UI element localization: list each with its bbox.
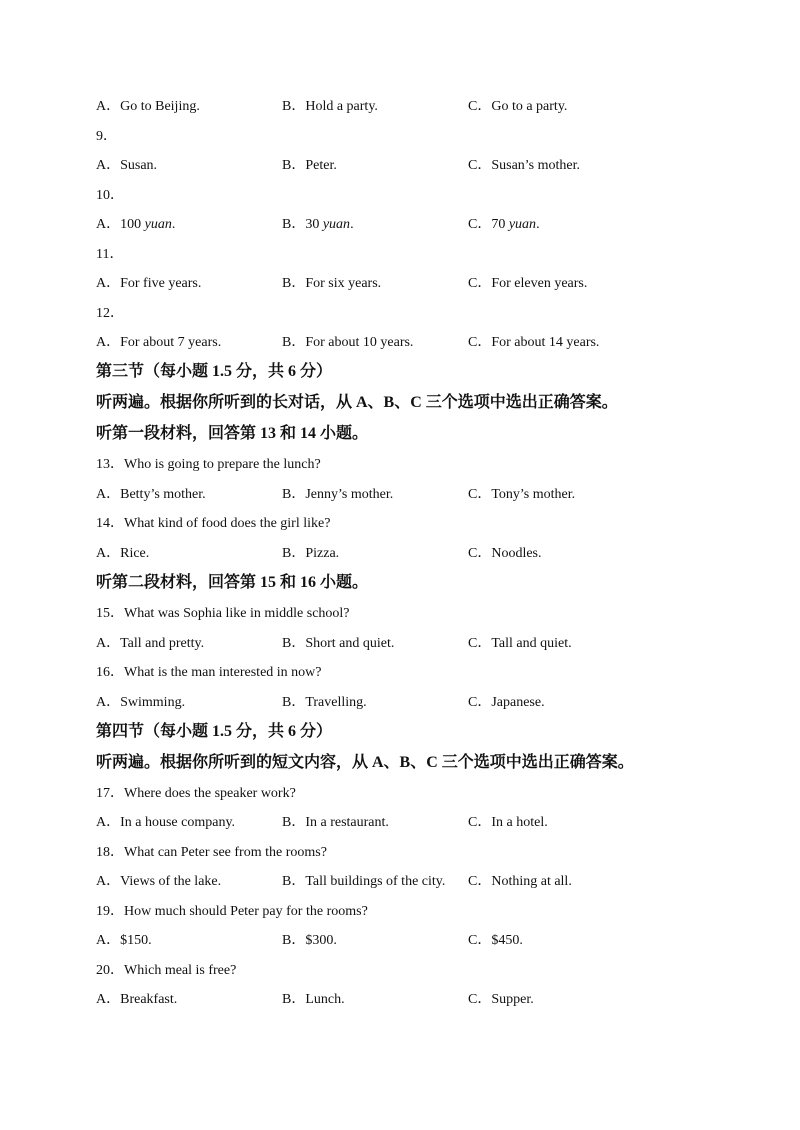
option-a: A．In a house company.	[96, 815, 236, 830]
option-b: B．In a restaurant.	[282, 815, 389, 830]
question-text: 19．How much should Peter pay for the rooms?	[96, 904, 368, 919]
option-a: A．Susan.	[96, 158, 158, 173]
option-a: A．Betty’s mother.	[96, 487, 206, 502]
option-b: B．Hold a party.	[282, 99, 378, 114]
option-a: A．For five years.	[96, 276, 202, 291]
option-b: B．Jenny’s mother.	[282, 487, 394, 502]
question-text: 16．What is the man interested in now?	[96, 665, 322, 680]
option-a: A．Rice.	[96, 546, 150, 561]
section-instruction: 听两遍。根据你所听到的长对话，从 A、B、C 三个选项中选出正确答案。	[96, 394, 618, 411]
option-a: A．Go to Beijing.	[96, 99, 200, 114]
option-c: C．Japanese.	[468, 695, 545, 710]
material-heading: 听第一段材料，回答第 13 和 14 小题。	[96, 425, 369, 442]
option-c: C．70 yuan.	[468, 217, 540, 232]
option-b: B．$300.	[282, 933, 337, 948]
option-a: A．Views of the lake.	[96, 874, 222, 889]
option-a: A．For about 7 years.	[96, 335, 222, 350]
option-c: C．Susan’s mother.	[468, 158, 581, 173]
option-b: B．Peter.	[282, 158, 337, 173]
question-number: 12．	[96, 306, 124, 321]
question-text: 18．What can Peter see from the rooms?	[96, 845, 327, 860]
option-b: B．For about 10 years.	[282, 335, 414, 350]
option-a: A．Tall and pretty.	[96, 636, 205, 651]
question-text: 15．What was Sophia like in middle school?	[96, 606, 350, 621]
section-instruction: 听两遍。根据你所听到的短文内容，从 A、B、C 三个选项中选出正确答案。	[96, 754, 634, 771]
option-a: A．Breakfast.	[96, 992, 178, 1007]
option-a: A．Swimming.	[96, 695, 186, 710]
option-a: A．$150.	[96, 933, 152, 948]
option-c: C．For eleven years.	[468, 276, 588, 291]
option-b: B．For six years.	[282, 276, 382, 291]
option-b: B．Travelling.	[282, 695, 367, 710]
option-c: C．Tall and quiet.	[468, 636, 572, 651]
section-heading: 第四节（每小题 1.5 分，共 6 分）	[96, 723, 333, 740]
question-number: 10．	[96, 188, 124, 203]
material-heading: 听第二段材料，回答第 15 和 16 小题。	[96, 574, 369, 591]
question-number: 11．	[96, 247, 124, 262]
option-c: C．Go to a party.	[468, 99, 568, 114]
option-c: C．Tony’s mother.	[468, 487, 576, 502]
option-b: B．Lunch.	[282, 992, 345, 1007]
option-c: C．For about 14 years.	[468, 335, 600, 350]
option-b: B．Short and quiet.	[282, 636, 395, 651]
option-c: C．Supper.	[468, 992, 534, 1007]
option-b: B．Pizza.	[282, 546, 340, 561]
question-number: 9．	[96, 129, 117, 144]
option-b: B．Tall buildings of the city.	[282, 874, 446, 889]
option-c: C．In a hotel.	[468, 815, 548, 830]
option-c: C．$450.	[468, 933, 523, 948]
option-c: C．Noodles.	[468, 546, 542, 561]
option-b: B．30 yuan.	[282, 217, 354, 232]
option-c: C．Nothing at all.	[468, 874, 572, 889]
question-text: 13．Who is going to prepare the lunch?	[96, 457, 321, 472]
question-text: 14．What kind of food does the girl like?	[96, 516, 331, 531]
question-text: 17．Where does the speaker work?	[96, 786, 296, 801]
question-text: 20．Which meal is free?	[96, 963, 237, 978]
section-heading: 第三节（每小题 1.5 分，共 6 分）	[96, 363, 333, 380]
option-a: A．100 yuan.	[96, 217, 176, 232]
